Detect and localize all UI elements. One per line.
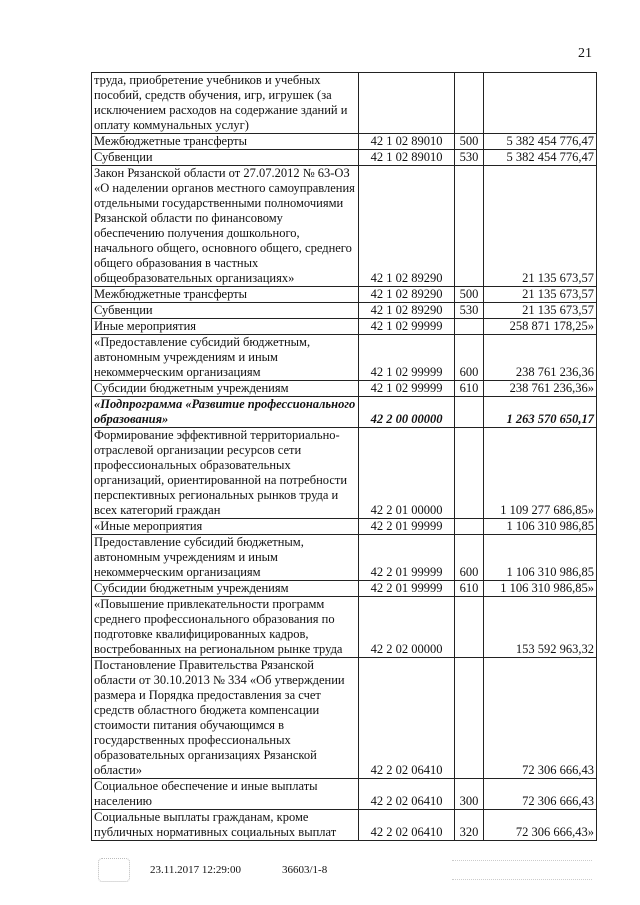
row-amount-cell: 1 106 310 986,85	[484, 535, 597, 581]
row-name-cell: Субсидии бюджетным учреждениям	[92, 581, 359, 597]
row-kvr-cell: 530	[455, 303, 484, 319]
row-amount-cell: 21 135 673,57	[484, 303, 597, 319]
table-row	[92, 150, 597, 166]
row-kvr-cell: 600	[455, 535, 484, 581]
footer-date: 23.11.2017 12:29:00	[150, 864, 241, 876]
row-name-cell: Постановление Правительства Рязанской области от 30.10.2013 № 334 «Об утверждении размера и Порядка предоставления за счет средств областного бюджета компенсации стоимости питания обучающимся в государственных профессиональных образовательных организациях Рязанской области»	[92, 658, 359, 779]
row-kvr-cell: 500	[455, 287, 484, 303]
row-name-cell: Субвенции	[92, 150, 359, 166]
row-code-cell: 42 1 02 89290	[359, 303, 455, 319]
page-number: 21	[578, 46, 592, 61]
table-row	[92, 166, 597, 287]
row-kvr-cell: 300	[455, 779, 484, 810]
row-amount-cell: 72 306 666,43	[484, 779, 597, 810]
row-amount-cell: 238 761 236,36	[484, 335, 597, 381]
row-code-cell: 42 1 02 89010	[359, 134, 455, 150]
row-kvr-cell	[455, 658, 484, 779]
row-name-cell: Иные мероприятия	[92, 319, 359, 335]
row-amount-cell: 258 871 178,25»	[484, 319, 597, 335]
budget-table	[91, 72, 597, 841]
table-row	[92, 810, 597, 841]
row-kvr-cell	[455, 597, 484, 658]
table-row	[92, 779, 597, 810]
row-name-cell: Формирование эффективной территориально-отраслевой организации ресурсов сети профессиональных образовательных организаций, ориентированной на потребности перспективных региональных рынков труда и всех категорий граждан	[92, 428, 359, 519]
row-kvr-cell: 320	[455, 810, 484, 841]
row-code-cell: 42 1 02 89290	[359, 166, 455, 287]
row-amount-cell: 21 135 673,57	[484, 166, 597, 287]
table-row	[92, 134, 597, 150]
row-code-cell: 42 1 02 89290	[359, 287, 455, 303]
row-amount-cell: 72 306 666,43»	[484, 810, 597, 841]
row-amount-cell: 1 106 310 986,85	[484, 519, 597, 535]
row-kvr-cell	[455, 519, 484, 535]
row-name-cell: Межбюджетные трансферты	[92, 134, 359, 150]
row-kvr-cell	[455, 397, 484, 428]
row-name-cell: Межбюджетные трансферты	[92, 287, 359, 303]
table-row	[92, 397, 597, 428]
row-code-cell: 42 2 01 99999	[359, 535, 455, 581]
row-kvr-cell	[455, 73, 484, 134]
row-code-cell	[359, 73, 455, 134]
row-name-cell: «Иные мероприятия	[92, 519, 359, 535]
row-kvr-cell: 500	[455, 134, 484, 150]
row-code-cell: 42 2 02 06410	[359, 779, 455, 810]
table-row	[92, 73, 597, 134]
row-kvr-cell: 610	[455, 381, 484, 397]
row-code-cell: 42 1 02 99999	[359, 335, 455, 381]
row-code-cell: 42 2 01 99999	[359, 581, 455, 597]
row-code-cell: 42 2 01 99999	[359, 519, 455, 535]
table-row	[92, 428, 597, 519]
budget-table-body	[92, 73, 597, 841]
row-amount-cell: 5 382 454 776,47	[484, 150, 597, 166]
row-kvr-cell	[455, 166, 484, 287]
row-kvr-cell	[455, 319, 484, 335]
table-row	[92, 287, 597, 303]
row-kvr-cell: 610	[455, 581, 484, 597]
table-row	[92, 658, 597, 779]
table-row	[92, 319, 597, 335]
row-kvr-cell	[455, 428, 484, 519]
row-amount-cell: 1 106 310 986,85»	[484, 581, 597, 597]
row-name-cell: «Повышение привлекательности программ среднего профессионального образования по подготовке квалифицированных кадров, востребованных на региональном рынке труда	[92, 597, 359, 658]
row-amount-cell	[484, 73, 597, 134]
row-name-cell: «Предоставление субсидий бюджетным, автономным учреждениям и иным некоммерческим организациям	[92, 335, 359, 381]
row-name-cell: Закон Рязанской области от 27.07.2012 № 63-ОЗ «О наделении органов местного самоуправления отдельными государственными полномочиями Рязанской области по финансовому обеспечению получения дошкольного, начального общего, основного общего, среднего общего образования в частных общеобразовательных организациях»	[92, 166, 359, 287]
table-row	[92, 519, 597, 535]
row-code-cell: 42 1 02 99999	[359, 381, 455, 397]
table-row	[92, 597, 597, 658]
stamp-mark-right	[452, 860, 592, 880]
row-amount-cell: 21 135 673,57	[484, 287, 597, 303]
footer-doc-number: 36603/1-8	[282, 864, 328, 876]
row-code-cell: 42 2 01 00000	[359, 428, 455, 519]
row-code-cell: 42 1 02 89010	[359, 150, 455, 166]
row-amount-cell: 153 592 963,32	[484, 597, 597, 658]
row-code-cell: 42 2 02 06410	[359, 658, 455, 779]
row-code-cell: 42 2 02 06410	[359, 810, 455, 841]
row-amount-cell: 1 109 277 686,85»	[484, 428, 597, 519]
row-kvr-cell: 600	[455, 335, 484, 381]
row-kvr-cell: 530	[455, 150, 484, 166]
row-amount-cell: 238 761 236,36»	[484, 381, 597, 397]
row-code-cell: 42 2 00 00000	[359, 397, 455, 428]
table-row	[92, 535, 597, 581]
row-amount-cell: 72 306 666,43	[484, 658, 597, 779]
row-code-cell: 42 2 02 00000	[359, 597, 455, 658]
row-amount-cell: 1 263 570 650,17	[484, 397, 597, 428]
row-name-cell: Социальное обеспечение и иные выплаты населению	[92, 779, 359, 810]
row-name-cell: Субвенции	[92, 303, 359, 319]
row-name-cell: Предоставление субсидий бюджетным, автономным учреждениям и иным некоммерческим организациям	[92, 535, 359, 581]
row-name-cell: Субсидии бюджетным учреждениям	[92, 381, 359, 397]
row-amount-cell: 5 382 454 776,47	[484, 134, 597, 150]
row-name-cell: труда, приобретение учебников и учебных пособий, средств обучения, игр, игрушек (за исключением расходов на содержание зданий и оплату коммунальных услуг)	[92, 73, 359, 134]
table-row	[92, 303, 597, 319]
row-code-cell: 42 1 02 99999	[359, 319, 455, 335]
stamp-mark-left	[98, 858, 130, 882]
row-name-cell: Социальные выплаты гражданам, кроме публичных нормативных социальных выплат	[92, 810, 359, 841]
table-row	[92, 335, 597, 381]
table-row	[92, 581, 597, 597]
row-name-cell: «Подпрограмма «Развитие профессионального образования»	[92, 397, 359, 428]
table-row	[92, 381, 597, 397]
